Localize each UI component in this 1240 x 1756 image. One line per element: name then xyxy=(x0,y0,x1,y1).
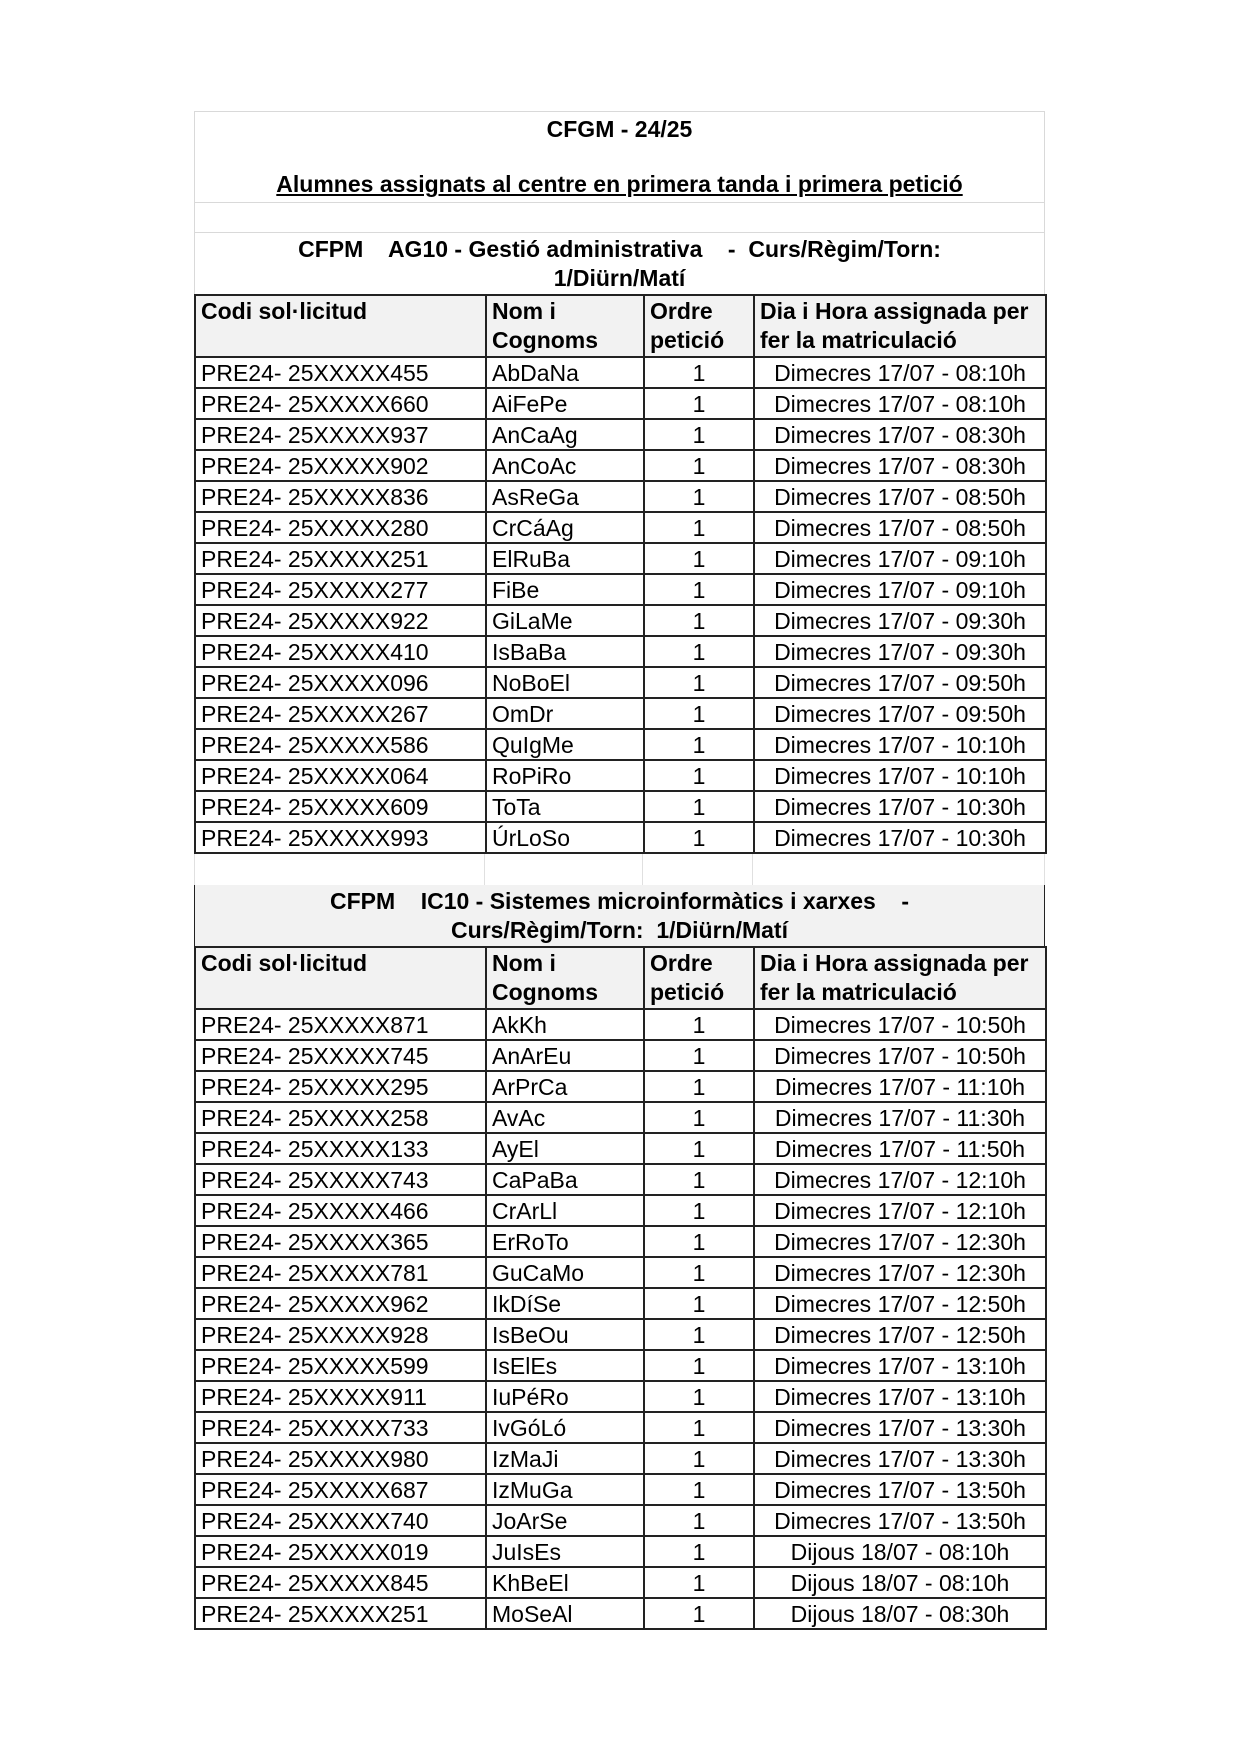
cell-name: ArPrCa xyxy=(486,1071,644,1102)
cell-datetime: Dimecres 17/07 - 12:30h xyxy=(754,1257,1046,1288)
table-body-ag10 xyxy=(195,357,1046,853)
table-row xyxy=(195,1226,1046,1257)
cell-order: 1 xyxy=(644,450,754,481)
table-row xyxy=(195,357,1046,388)
cell-order: 1 xyxy=(644,1288,754,1319)
cell-code: PRE24- 25XXXXX902 xyxy=(195,450,486,481)
cell-datetime: Dimecres 17/07 - 12:50h xyxy=(754,1288,1046,1319)
document-subtitle: Alumnes assignats al centre en primera tanda i primera petició xyxy=(276,171,963,197)
cell-code: PRE24- 25XXXXX740 xyxy=(195,1505,486,1536)
cell-code: PRE24- 25XXXXX993 xyxy=(195,822,486,853)
cell-name: JoArSe xyxy=(486,1505,644,1536)
cell-order: 1 xyxy=(644,667,754,698)
table-row xyxy=(195,419,1046,450)
cell-datetime: Dijous 18/07 - 08:10h xyxy=(754,1567,1046,1598)
cell-order: 1 xyxy=(644,1598,754,1629)
cell-order: 1 xyxy=(644,1009,754,1040)
cell-name: AvAc xyxy=(486,1102,644,1133)
cell-code: PRE24- 25XXXXX251 xyxy=(195,543,486,574)
section-heading-line1: CFPM AG10 - Gestió administrativa - Curs/Règim/Torn: xyxy=(298,236,941,262)
cell-datetime: Dijous 18/07 - 08:30h xyxy=(754,1598,1046,1629)
cell-name: IsElEs xyxy=(486,1350,644,1381)
cell-order: 1 xyxy=(644,1257,754,1288)
cell-name: ErRoTo xyxy=(486,1226,644,1257)
cell-code: PRE24- 25XXXXX365 xyxy=(195,1226,486,1257)
cell-datetime: Dimecres 17/07 - 12:30h xyxy=(754,1226,1046,1257)
cell-code: PRE24- 25XXXXX962 xyxy=(195,1288,486,1319)
table-header-row xyxy=(195,947,1046,1009)
cell-order: 1 xyxy=(644,605,754,636)
document-title: CFGM - 24/25 xyxy=(546,116,693,142)
document-sheet xyxy=(194,111,1045,1630)
column-header-datetime: Dia i Hora assignada per fer la matriculació xyxy=(754,947,1046,1009)
cell-name: CrCáAg xyxy=(486,512,644,543)
cell-order: 1 xyxy=(644,636,754,667)
cell-datetime: Dimecres 17/07 - 11:50h xyxy=(754,1133,1046,1164)
column-header-order: Ordre petició xyxy=(644,947,754,1009)
table-row xyxy=(195,450,1046,481)
cell-datetime: Dimecres 17/07 - 08:50h xyxy=(754,481,1046,512)
cell-order: 1 xyxy=(644,1350,754,1381)
table-row xyxy=(195,1102,1046,1133)
cell-code: PRE24- 25XXXXX871 xyxy=(195,1009,486,1040)
section-heading-line2: Curs/Règim/Torn: 1/Diürn/Matí xyxy=(451,917,788,943)
cell-name: AyEl xyxy=(486,1133,644,1164)
cell-name: ToTa xyxy=(486,791,644,822)
table-row xyxy=(195,1195,1046,1226)
cell-name: AnCaAg xyxy=(486,419,644,450)
table-row xyxy=(195,1288,1046,1319)
table-row xyxy=(195,667,1046,698)
blank-row xyxy=(194,203,1045,233)
cell-datetime: Dimecres 17/07 - 13:30h xyxy=(754,1443,1046,1474)
cell-order: 1 xyxy=(644,1164,754,1195)
table-row xyxy=(195,574,1046,605)
cell-order: 1 xyxy=(644,1195,754,1226)
cell-order: 1 xyxy=(644,1412,754,1443)
cell-code: PRE24- 25XXXXX928 xyxy=(195,1319,486,1350)
table-row xyxy=(195,1040,1046,1071)
cell-code: PRE24- 25XXXXX609 xyxy=(195,791,486,822)
cell-datetime: Dimecres 17/07 - 08:30h xyxy=(754,450,1046,481)
cell-name: ÚrLoSo xyxy=(486,822,644,853)
cell-code: PRE24- 25XXXXX733 xyxy=(195,1412,486,1443)
section-heading-line1: CFPM IC10 - Sistemes microinformàtics i xarxes - xyxy=(329,888,910,914)
cell-datetime: Dimecres 17/07 - 13:50h xyxy=(754,1505,1046,1536)
cell-name: AnArEu xyxy=(486,1040,644,1071)
cell-name: NoBoEl xyxy=(486,667,644,698)
cell-code: PRE24- 25XXXXX781 xyxy=(195,1257,486,1288)
table-row xyxy=(195,1567,1046,1598)
cell-code: PRE24- 25XXXXX064 xyxy=(195,760,486,791)
table-row xyxy=(195,605,1046,636)
cell-code: PRE24- 25XXXXX660 xyxy=(195,388,486,419)
cell-code: PRE24- 25XXXXX845 xyxy=(195,1567,486,1598)
cell-code: PRE24- 25XXXXX599 xyxy=(195,1350,486,1381)
table-row xyxy=(195,791,1046,822)
cell-datetime: Dimecres 17/07 - 09:50h xyxy=(754,698,1046,729)
cell-datetime: Dimecres 17/07 - 12:10h xyxy=(754,1164,1046,1195)
section-heading-ag10 xyxy=(194,233,1045,294)
cell-code: PRE24- 25XXXXX133 xyxy=(195,1133,486,1164)
title-block xyxy=(194,111,1045,203)
table-row xyxy=(195,1133,1046,1164)
cell-name: IvGóLó xyxy=(486,1412,644,1443)
cell-order: 1 xyxy=(644,512,754,543)
table-row xyxy=(195,1350,1046,1381)
cell-name: ElRuBa xyxy=(486,543,644,574)
cell-order: 1 xyxy=(644,791,754,822)
table-row xyxy=(195,481,1046,512)
column-header-datetime: Dia i Hora assignada per fer la matriculació xyxy=(754,295,1046,357)
cell-datetime: Dijous 18/07 - 08:10h xyxy=(754,1536,1046,1567)
cell-code: PRE24- 25XXXXX280 xyxy=(195,512,486,543)
cell-code: PRE24- 25XXXXX687 xyxy=(195,1474,486,1505)
cell-code: PRE24- 25XXXXX836 xyxy=(195,481,486,512)
cell-order: 1 xyxy=(644,419,754,450)
table-row xyxy=(195,512,1046,543)
cell-name: AbDaNa xyxy=(486,357,644,388)
cell-datetime: Dimecres 17/07 - 13:10h xyxy=(754,1381,1046,1412)
cell-name: IsBeOu xyxy=(486,1319,644,1350)
cell-datetime: Dimecres 17/07 - 12:50h xyxy=(754,1319,1046,1350)
table-row xyxy=(195,636,1046,667)
cell-code: PRE24- 25XXXXX096 xyxy=(195,667,486,698)
cell-order: 1 xyxy=(644,1102,754,1133)
cell-datetime: Dimecres 17/07 - 11:30h xyxy=(754,1102,1046,1133)
cell-order: 1 xyxy=(644,1381,754,1412)
table-ic10 xyxy=(194,946,1047,1630)
column-header-code: Codi sol·licitud xyxy=(195,295,486,357)
cell-code: PRE24- 25XXXXX980 xyxy=(195,1443,486,1474)
table-row xyxy=(195,1412,1046,1443)
table-row xyxy=(195,1009,1046,1040)
cell-datetime: Dimecres 17/07 - 12:10h xyxy=(754,1195,1046,1226)
cell-order: 1 xyxy=(644,543,754,574)
cell-name: IzMaJi xyxy=(486,1443,644,1474)
cell-order: 1 xyxy=(644,1567,754,1598)
cell-code: PRE24- 25XXXXX911 xyxy=(195,1381,486,1412)
column-header-name: Nom i Cognoms xyxy=(486,947,644,1009)
cell-datetime: Dimecres 17/07 - 13:10h xyxy=(754,1350,1046,1381)
cell-datetime: Dimecres 17/07 - 13:30h xyxy=(754,1412,1046,1443)
cell-datetime: Dimecres 17/07 - 10:50h xyxy=(754,1040,1046,1071)
cell-order: 1 xyxy=(644,760,754,791)
cell-code: PRE24- 25XXXXX586 xyxy=(195,729,486,760)
cell-order: 1 xyxy=(644,1133,754,1164)
cell-datetime: Dimecres 17/07 - 10:50h xyxy=(754,1009,1046,1040)
table-row xyxy=(195,822,1046,853)
cell-code: PRE24- 25XXXXX922 xyxy=(195,605,486,636)
cell-order: 1 xyxy=(644,1319,754,1350)
table-row xyxy=(195,543,1046,574)
column-header-name: Nom i Cognoms xyxy=(486,295,644,357)
section-heading-line2: 1/Diürn/Matí xyxy=(553,265,686,291)
cell-name: AsReGa xyxy=(486,481,644,512)
cell-datetime: Dimecres 17/07 - 08:10h xyxy=(754,388,1046,419)
cell-name: AkKh xyxy=(486,1009,644,1040)
cell-code: PRE24- 25XXXXX745 xyxy=(195,1040,486,1071)
cell-code: PRE24- 25XXXXX937 xyxy=(195,419,486,450)
cell-order: 1 xyxy=(644,357,754,388)
cell-order: 1 xyxy=(644,729,754,760)
cell-datetime: Dimecres 17/07 - 09:10h xyxy=(754,543,1046,574)
cell-order: 1 xyxy=(644,822,754,853)
cell-name: IsBaBa xyxy=(486,636,644,667)
cell-datetime: Dimecres 17/07 - 09:30h xyxy=(754,636,1046,667)
cell-order: 1 xyxy=(644,1226,754,1257)
cell-datetime: Dimecres 17/07 - 10:30h xyxy=(754,791,1046,822)
cell-order: 1 xyxy=(644,1071,754,1102)
cell-name: RoPiRo xyxy=(486,760,644,791)
cell-order: 1 xyxy=(644,1040,754,1071)
cell-datetime: Dimecres 17/07 - 08:10h xyxy=(754,357,1046,388)
cell-code: PRE24- 25XXXXX295 xyxy=(195,1071,486,1102)
cell-name: GuCaMo xyxy=(486,1257,644,1288)
cell-order: 1 xyxy=(644,388,754,419)
table-row xyxy=(195,1443,1046,1474)
cell-code: PRE24- 25XXXXX258 xyxy=(195,1102,486,1133)
cell-order: 1 xyxy=(644,698,754,729)
table-header-row xyxy=(195,295,1046,357)
cell-name: CaPaBa xyxy=(486,1164,644,1195)
cell-order: 1 xyxy=(644,574,754,605)
cell-order: 1 xyxy=(644,1443,754,1474)
cell-name: KhBeEl xyxy=(486,1567,644,1598)
cell-code: PRE24- 25XXXXX455 xyxy=(195,357,486,388)
cell-datetime: Dimecres 17/07 - 10:10h xyxy=(754,760,1046,791)
cell-order: 1 xyxy=(644,1536,754,1567)
cell-order: 1 xyxy=(644,1505,754,1536)
cell-datetime: Dimecres 17/07 - 10:10h xyxy=(754,729,1046,760)
cell-name: IkDíSe xyxy=(486,1288,644,1319)
column-header-code: Codi sol·licitud xyxy=(195,947,486,1009)
cell-datetime: Dimecres 17/07 - 10:30h xyxy=(754,822,1046,853)
table-row xyxy=(195,1505,1046,1536)
table-row xyxy=(195,1598,1046,1629)
table-body-ic10 xyxy=(195,1009,1046,1629)
table-row xyxy=(195,1164,1046,1195)
table-row xyxy=(195,1071,1046,1102)
column-header-order: Ordre petició xyxy=(644,295,754,357)
table-row xyxy=(195,1536,1046,1567)
cell-datetime: Dimecres 17/07 - 09:30h xyxy=(754,605,1046,636)
cell-code: PRE24- 25XXXXX466 xyxy=(195,1195,486,1226)
cell-datetime: Dimecres 17/07 - 08:30h xyxy=(754,419,1046,450)
spacer-row xyxy=(194,854,1045,885)
cell-datetime: Dimecres 17/07 - 08:50h xyxy=(754,512,1046,543)
cell-name: QuIgMe xyxy=(486,729,644,760)
cell-name: CrArLl xyxy=(486,1195,644,1226)
table-row xyxy=(195,1319,1046,1350)
cell-code: PRE24- 25XXXXX410 xyxy=(195,636,486,667)
cell-name: JuIsEs xyxy=(486,1536,644,1567)
cell-name: AiFePe xyxy=(486,388,644,419)
cell-datetime: Dimecres 17/07 - 11:10h xyxy=(754,1071,1046,1102)
cell-code: PRE24- 25XXXXX019 xyxy=(195,1536,486,1567)
cell-name: IzMuGa xyxy=(486,1474,644,1505)
table-row xyxy=(195,1257,1046,1288)
cell-name: GiLaMe xyxy=(486,605,644,636)
cell-datetime: Dimecres 17/07 - 13:50h xyxy=(754,1474,1046,1505)
table-row xyxy=(195,1381,1046,1412)
table-ag10 xyxy=(194,294,1047,854)
cell-name: FiBe xyxy=(486,574,644,605)
cell-datetime: Dimecres 17/07 - 09:50h xyxy=(754,667,1046,698)
section-heading-ic10 xyxy=(194,885,1045,946)
cell-order: 1 xyxy=(644,1474,754,1505)
cell-code: PRE24- 25XXXXX743 xyxy=(195,1164,486,1195)
cell-datetime: Dimecres 17/07 - 09:10h xyxy=(754,574,1046,605)
table-row xyxy=(195,729,1046,760)
cell-code: PRE24- 25XXXXX251 xyxy=(195,1598,486,1629)
table-row xyxy=(195,698,1046,729)
cell-name: IuPéRo xyxy=(486,1381,644,1412)
table-row xyxy=(195,760,1046,791)
cell-order: 1 xyxy=(644,481,754,512)
table-row xyxy=(195,388,1046,419)
cell-name: OmDr xyxy=(486,698,644,729)
cell-code: PRE24- 25XXXXX277 xyxy=(195,574,486,605)
cell-name: MoSeAl xyxy=(486,1598,644,1629)
table-row xyxy=(195,1474,1046,1505)
cell-name: AnCoAc xyxy=(486,450,644,481)
cell-code: PRE24- 25XXXXX267 xyxy=(195,698,486,729)
